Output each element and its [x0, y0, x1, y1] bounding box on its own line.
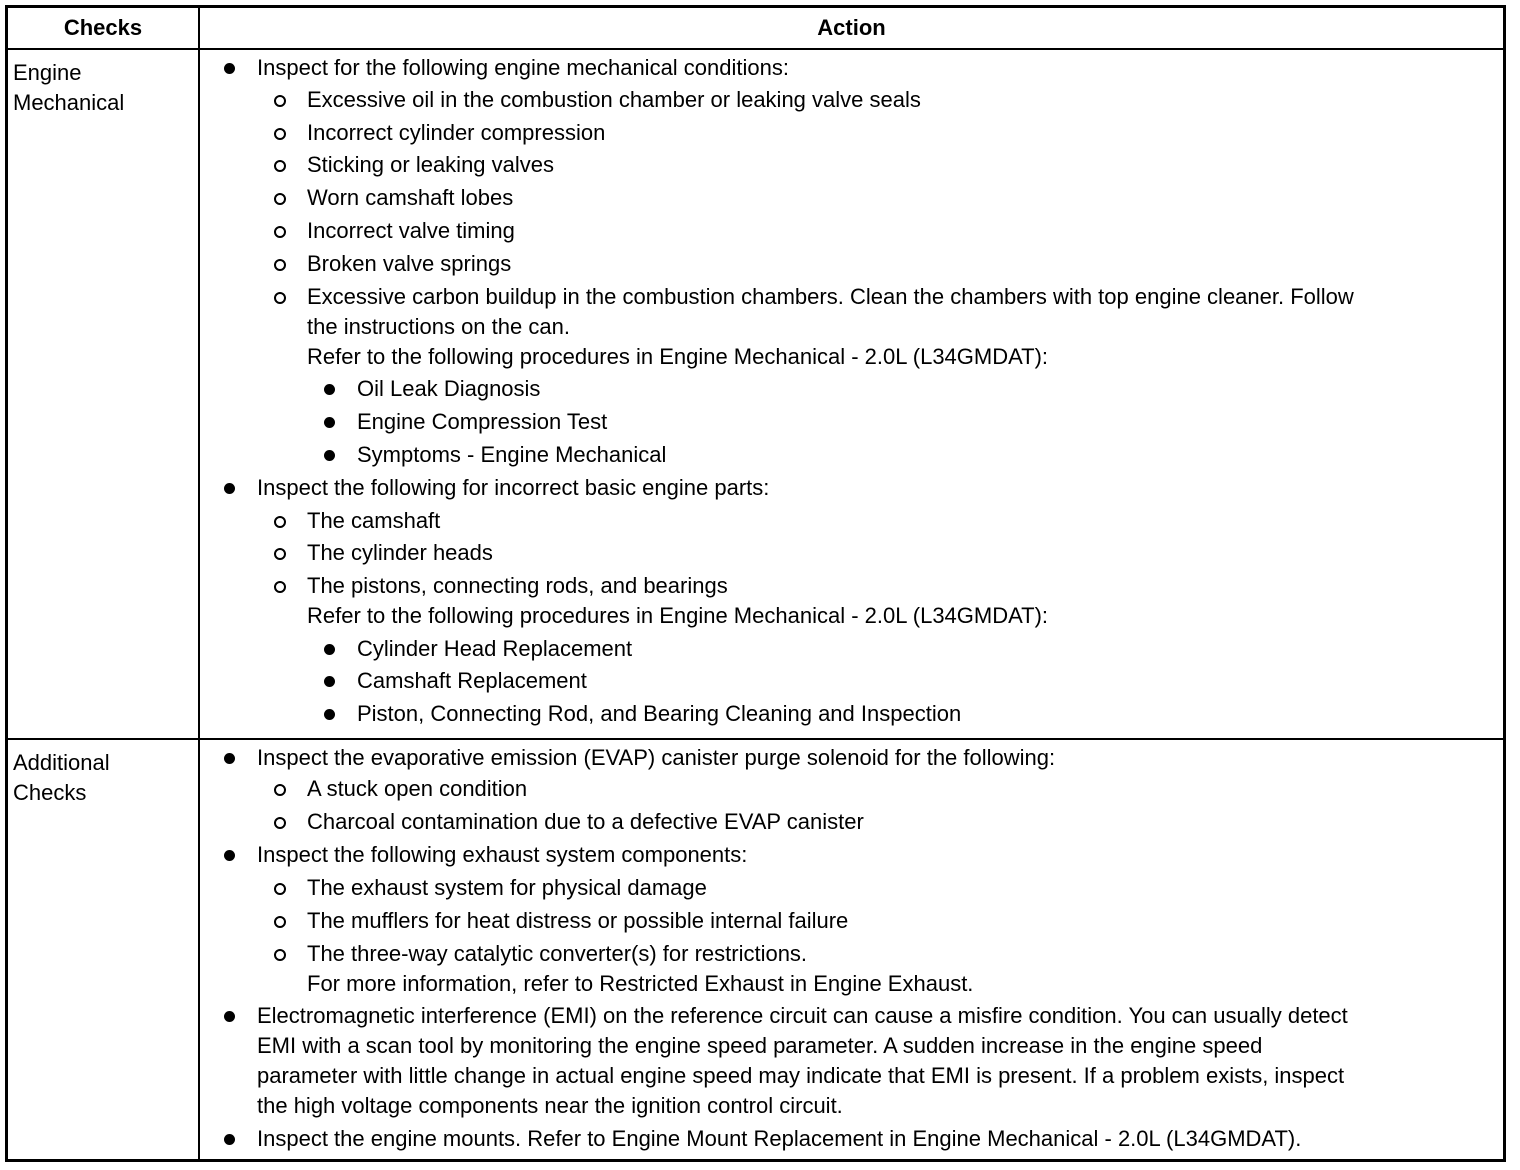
bullet-circle-icon [274, 226, 286, 238]
list-item: Inspect the following for incorrect basic engine parts: [257, 475, 770, 500]
check-label-engine-mechanical [13, 58, 193, 118]
bullet-circle-icon [274, 817, 286, 829]
check-label-line: Mechanical [13, 90, 125, 115]
list-item-continuation: the instructions on the can. [307, 314, 570, 339]
column-divider [198, 8, 200, 1159]
check-label-line: Checks [13, 780, 87, 805]
checks-action-table [5, 5, 1506, 1162]
list-item: The mufflers for heat distress or possible internal failure [307, 908, 849, 933]
list-item: Sticking or leaking valves [307, 152, 555, 177]
list-item: Inspect the engine mounts. Refer to Engine Mount Replacement in Engine Mechanical - 2.0L (L34GMDAT). [257, 1126, 1302, 1151]
bullet-circle-icon [274, 581, 286, 593]
bullet-dot-icon [224, 753, 235, 764]
bullet-dot-icon [224, 850, 235, 861]
list-item: Oil Leak Diagnosis [357, 376, 541, 401]
check-label-additional-checks [13, 748, 193, 808]
list-item: Excessive carbon buildup in the combustion chambers. Clean the chambers with top engine cleaner. Follow [307, 284, 1354, 309]
bullet-dot-icon [224, 1011, 235, 1022]
list-item-continuation: parameter with little change in actual engine speed may indicate that EMI is present. If a problem exists, inspect [257, 1063, 1345, 1088]
bullet-circle-icon [274, 548, 286, 560]
bullet-dot-icon [224, 483, 235, 494]
list-item-continuation: EMI with a scan tool by monitoring the engine speed parameter. A sudden increase in the engine speed [257, 1033, 1263, 1058]
bullet-circle-icon [274, 160, 286, 172]
header-action: Action [817, 15, 886, 40]
bullet-circle-icon [274, 949, 286, 961]
list-item: Worn camshaft lobes [307, 185, 514, 210]
bullet-circle-icon [274, 292, 286, 304]
list-item: The exhaust system for physical damage [307, 875, 707, 900]
bullet-dot-icon [324, 384, 335, 395]
row-divider [8, 738, 1503, 740]
bullet-circle-icon [274, 128, 286, 140]
bullet-dot-icon [324, 417, 335, 428]
bullet-dot-icon [224, 1134, 235, 1145]
bullet-circle-icon [274, 259, 286, 271]
list-item: Symptoms - Engine Mechanical [357, 442, 667, 467]
check-label-line: Engine [13, 60, 82, 85]
bullet-circle-icon [274, 516, 286, 528]
bullet-circle-icon [274, 916, 286, 928]
header-checks: Checks [63, 15, 143, 40]
list-item: Camshaft Replacement [357, 668, 587, 693]
list-item: Incorrect cylinder compression [307, 120, 606, 145]
list-item: Excessive oil in the combustion chamber or leaking valve seals [307, 87, 921, 112]
list-item-continuation: Refer to the following procedures in Engine Mechanical - 2.0L (L34GMDAT): [307, 603, 1049, 628]
bullet-circle-icon [274, 95, 286, 107]
list-item-continuation: For more information, refer to Restricted Exhaust in Engine Exhaust. [307, 971, 974, 996]
bullet-circle-icon [274, 883, 286, 895]
list-item: Cylinder Head Replacement [357, 636, 633, 661]
list-item: Electromagnetic interference (EMI) on the reference circuit can cause a misfire condition. You can usually detect [257, 1003, 1348, 1028]
list-item-continuation: Refer to the following procedures in Engine Mechanical - 2.0L (L34GMDAT): [307, 344, 1049, 369]
list-item: Piston, Connecting Rod, and Bearing Cleaning and Inspection [357, 701, 962, 726]
list-item-continuation: the high voltage components near the ignition control circuit. [257, 1093, 843, 1118]
list-item: Inspect the evaporative emission (EVAP) canister purge solenoid for the following: [257, 745, 1056, 770]
list-item: Inspect for the following engine mechanical conditions: [257, 55, 789, 80]
list-item: Incorrect valve timing [307, 218, 515, 243]
bullet-dot-icon [324, 709, 335, 720]
header-divider [8, 48, 1503, 50]
bullet-circle-icon [274, 193, 286, 205]
list-item: Charcoal contamination due to a defective EVAP canister [307, 809, 864, 834]
bullet-dot-icon [224, 63, 235, 74]
list-item: The camshaft [307, 508, 441, 533]
bullet-dot-icon [324, 644, 335, 655]
list-item: The pistons, connecting rods, and bearings [307, 573, 728, 598]
bullet-circle-icon [274, 784, 286, 796]
list-item: The cylinder heads [307, 540, 493, 565]
list-item: Broken valve springs [307, 251, 512, 276]
list-item: Inspect the following exhaust system components: [257, 842, 748, 867]
check-label-line: Additional [13, 750, 110, 775]
list-item: The three-way catalytic converter(s) for restrictions. [307, 941, 808, 966]
list-item: A stuck open condition [307, 776, 528, 801]
list-item: Engine Compression Test [357, 409, 608, 434]
bullet-dot-icon [324, 676, 335, 687]
bullet-dot-icon [324, 450, 335, 461]
